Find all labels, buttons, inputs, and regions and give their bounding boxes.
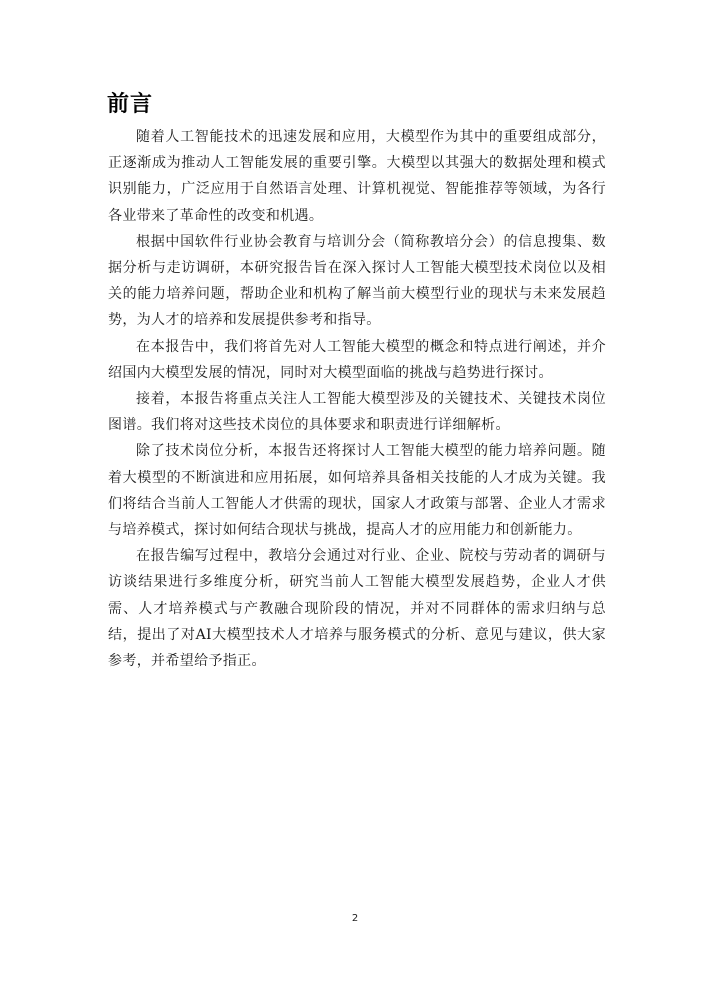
page-title: 前言: [107, 92, 154, 117]
document-body: [108, 124, 606, 674]
paragraph-5: 除了技术岗位分析，本报告还将探讨人工智能大模型的能力培养问题。随着大模型的不断演进和应用拓展，如何培养具备相关技能的人才成为关键。我们将结合当前人工智能人才供需的现状，国家人才政策与部署、企业人才需求与培养模式，探讨如何结合现状与挑战，提高人才的应用能力和创新能力。: [108, 443, 606, 539]
paragraph-3: 在本报告中，我们将首先对人工智能大模型的概念和特点进行阐述，并介绍国内大模型发展的情况，同时对大模型面临的挑战与趋势进行探讨。: [108, 338, 606, 381]
paragraph-6: 在报告编写过程中，教培分会通过对行业、企业、院校与劳动者的调研与访谈结果进行多维度分析，研究当前人工智能大模型发展趋势，企业人才供需、人才培养模式与产教融合现阶段的情况，并对不同群体的需求归纳与总结，提出了对AI大模型技术人才培养与服务模式的分析、意见与建议，供大家参考，并希望给予指正。: [108, 548, 606, 670]
paragraph-4: 接着，本报告将重点关注人工智能大模型涉及的关键技术、关键技术岗位图谱。我们将对这些技术岗位的具体要求和职责进行详细解析。: [108, 391, 606, 434]
paragraph-2: 根据中国软件行业协会教育与培训分会（简称教培分会）的信息搜集、数据分析与走访调研，本研究报告旨在深入探讨人工智能大模型技术岗位以及相关的能力培养问题，帮助企业和机构了解当前大模型行业的现状与未来发展趋势，为人才的培养和发展提供参考和指导。: [108, 233, 606, 329]
page-number: 2: [351, 913, 359, 924]
paragraph-1: 随着人工智能技术的迅速发展和应用，大模型作为其中的重要组成部分，正逐渐成为推动人工智能发展的重要引擎。大模型以其强大的数据处理和模式识别能力，广泛应用于自然语言处理、计算机视觉、智能推荐等领域，为各行各业带来了革命性的改变和机遇。: [108, 129, 606, 224]
